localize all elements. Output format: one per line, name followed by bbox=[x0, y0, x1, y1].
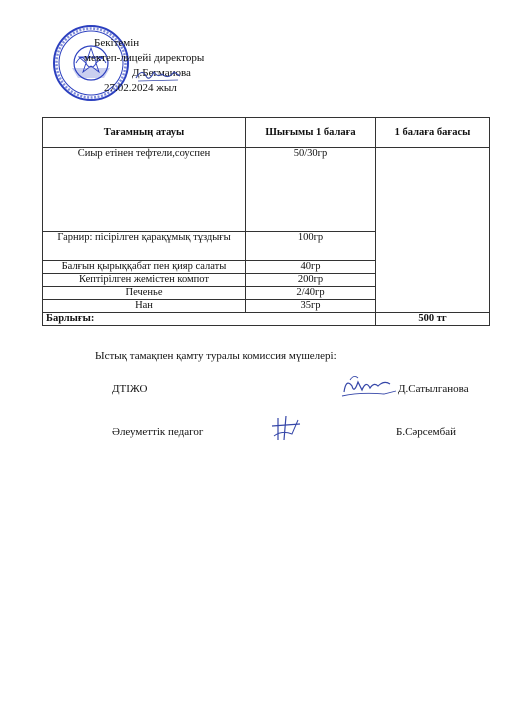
table-row bbox=[43, 148, 490, 232]
dish-yield: 35гр bbox=[246, 300, 376, 313]
approval-date: 27.02.2024 жыл bbox=[104, 82, 177, 94]
approval-position: мектеп-лицейі директоры bbox=[84, 52, 205, 64]
approval-title: Бекітемін bbox=[94, 37, 140, 49]
column-header-yield: Шығымы 1 балаға bbox=[246, 118, 376, 148]
dish-yield: 100гр bbox=[246, 232, 376, 261]
total-label: Барлығы: bbox=[43, 313, 376, 326]
dish-yield: 2/40гр bbox=[246, 287, 376, 300]
dish-yield: 50/30гр bbox=[246, 148, 376, 232]
dish-name: Кептірілген жемістен компот bbox=[43, 274, 246, 287]
dish-name: Сиыр етінен тефтели,соуспен bbox=[43, 148, 246, 232]
member2-role: Әлеуметтік педагог bbox=[112, 426, 204, 438]
price-cell bbox=[376, 148, 490, 313]
menu-table bbox=[42, 117, 490, 326]
dish-yield: 40гр bbox=[246, 261, 376, 274]
member2-signature-icon bbox=[270, 414, 302, 442]
dish-yield: 200гр bbox=[246, 274, 376, 287]
member2-name: Б.Сәрсембай bbox=[396, 426, 457, 438]
total-row bbox=[43, 313, 490, 326]
commission-title: Ыстық тамақпен қамту туралы комиссия мүшелері: bbox=[95, 350, 337, 362]
member1-signature-icon bbox=[340, 372, 398, 402]
director-name: Д.Бегманова bbox=[132, 67, 191, 79]
table-header-row bbox=[43, 118, 490, 148]
director-signature-icon bbox=[134, 66, 182, 84]
total-price: 500 тг bbox=[376, 313, 490, 326]
dish-name: Балғын қырыққабат пен қияр салаты bbox=[43, 261, 246, 274]
dish-name: Печенье bbox=[43, 287, 246, 300]
dish-name: Гарнир: пісірілген қарақұмық тұздығы bbox=[43, 232, 246, 261]
column-header-name: Тағамның атауы bbox=[43, 118, 246, 148]
column-header-price: 1 балаға бағасы bbox=[376, 118, 490, 148]
member1-name: Д.Сатылганова bbox=[398, 383, 469, 395]
member1-role: ДТІЖО bbox=[112, 383, 148, 395]
dish-name: Нан bbox=[43, 300, 246, 313]
